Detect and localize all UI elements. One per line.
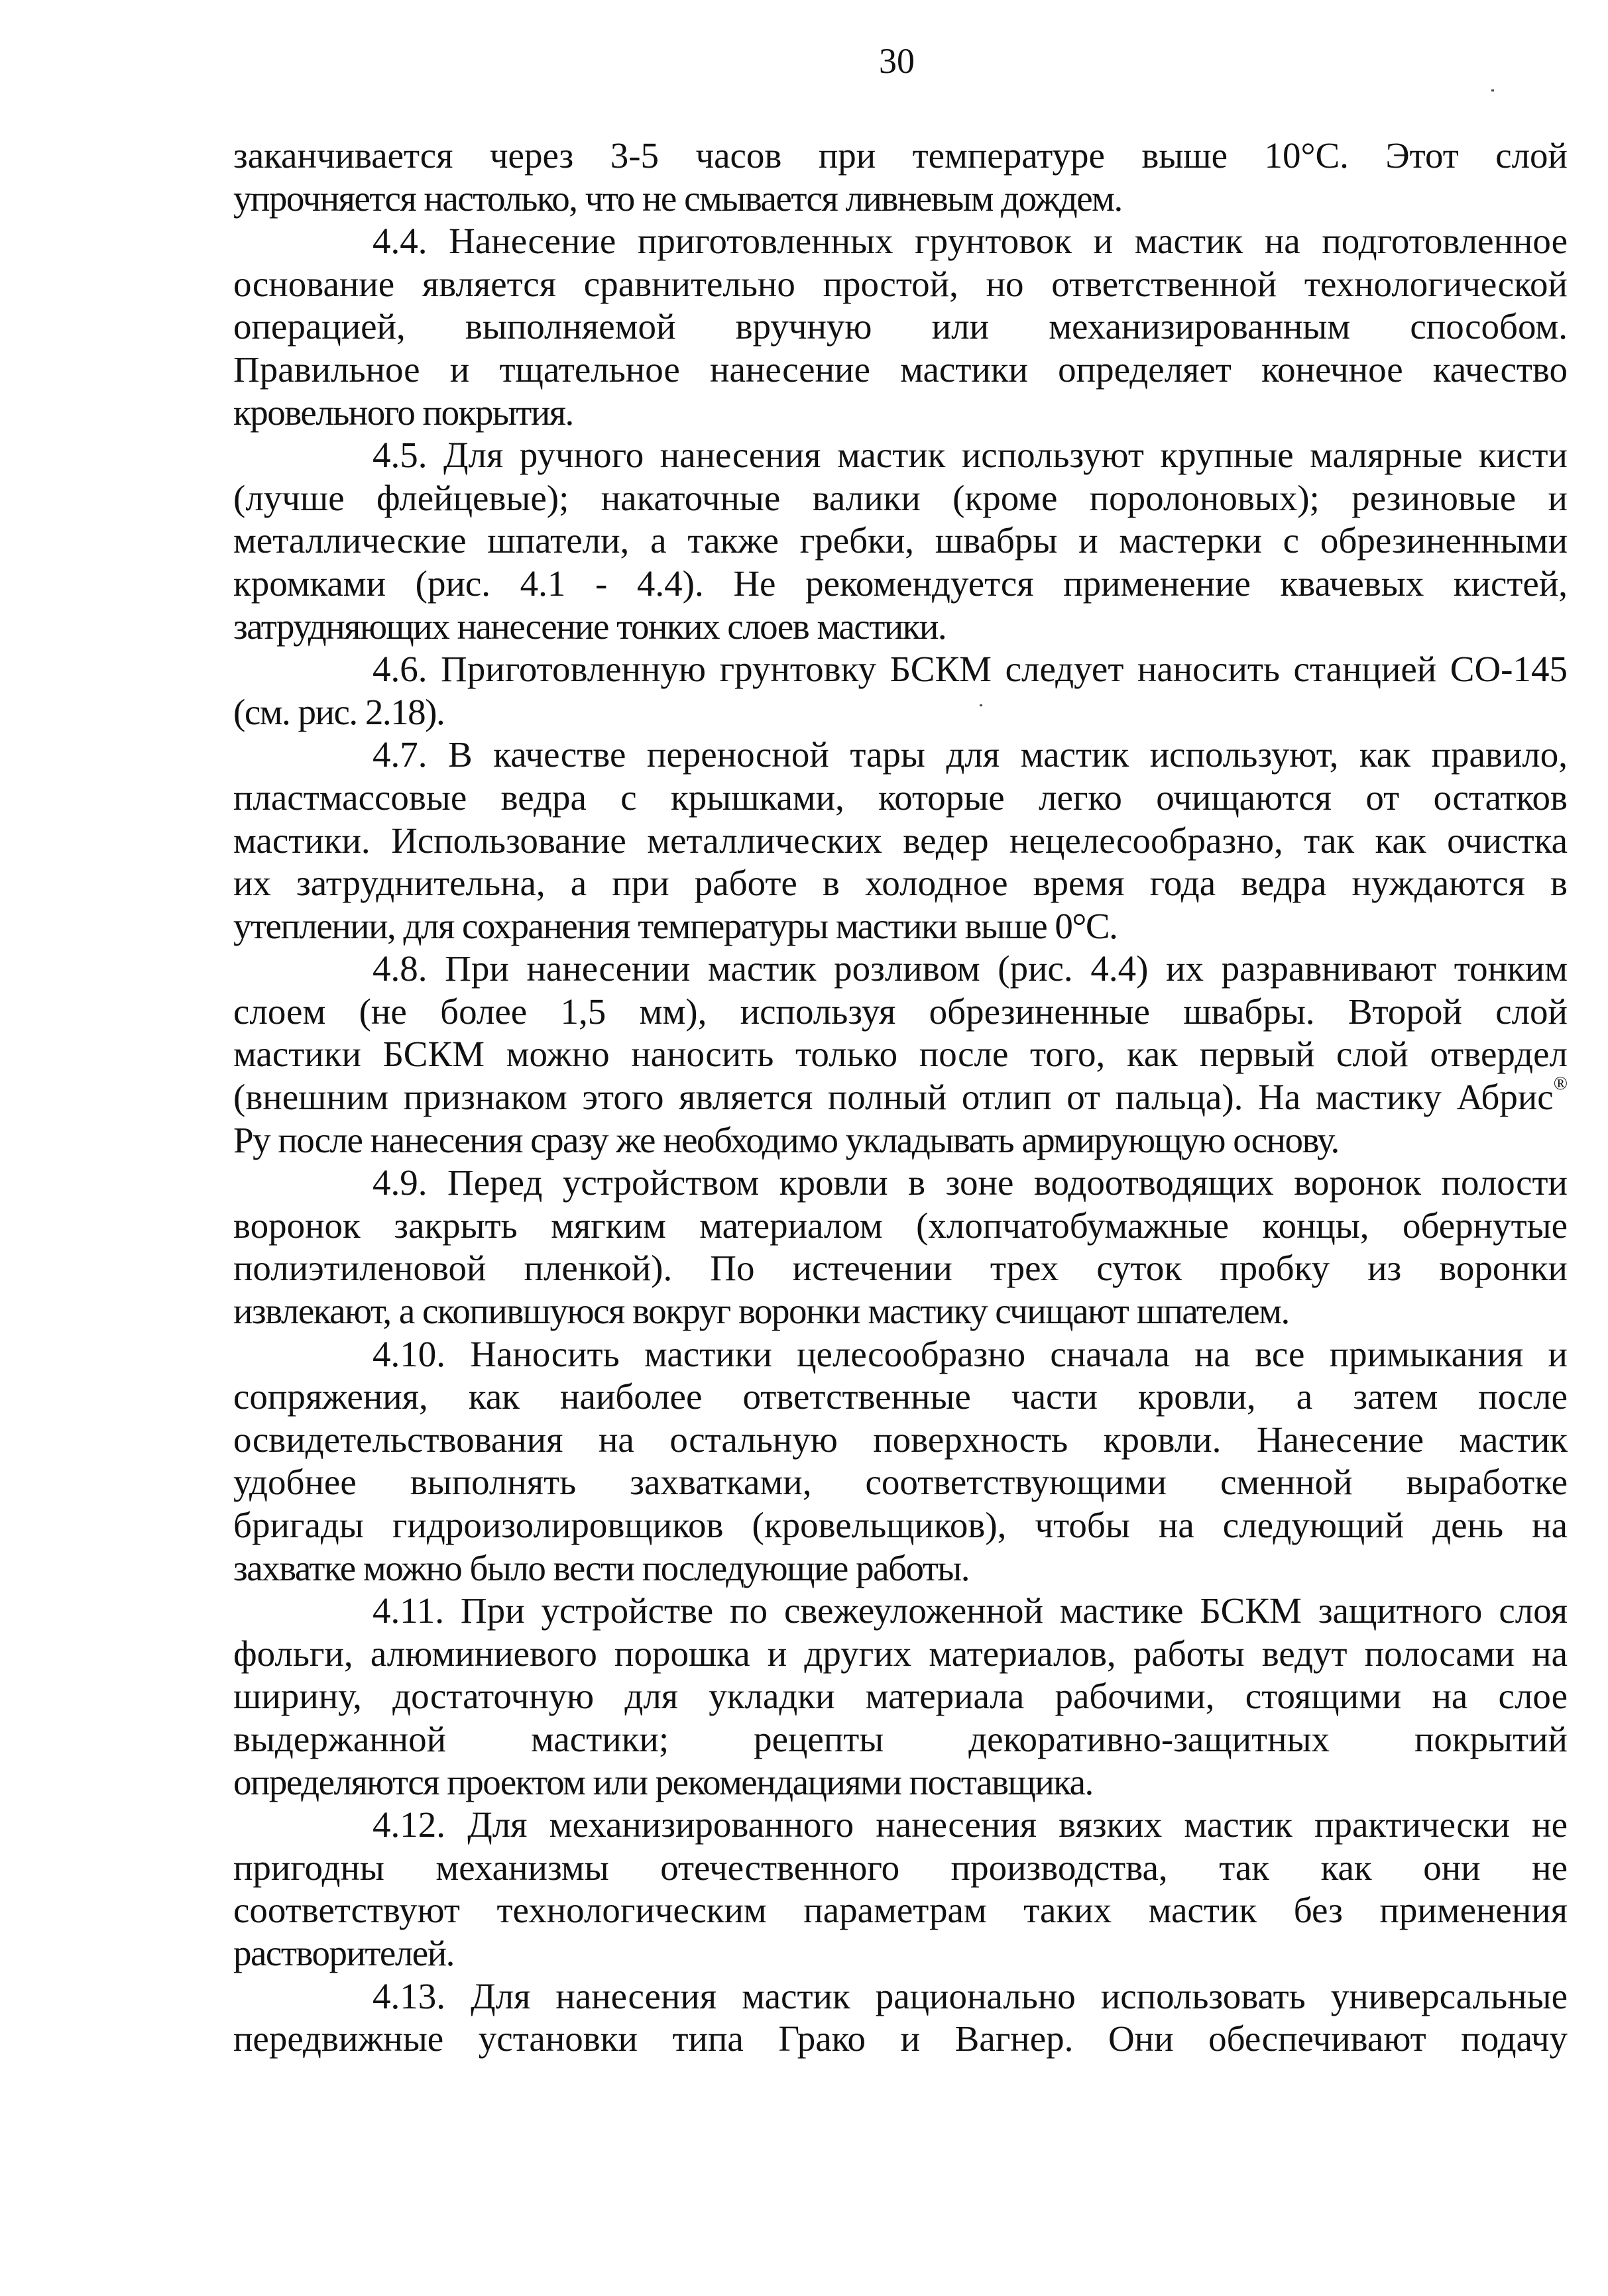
text-line — [233, 1376, 1568, 1419]
text-line-content: 4.11. При устройстве по свежеуложенной мастике БСКМ защитного слоя — [373, 1590, 1568, 1631]
text-line — [233, 519, 1568, 563]
paragraph — [233, 220, 1568, 434]
text-line — [233, 1804, 1568, 1847]
text-line-content: 4.10. Наносить мастики целесообразно сначала на все примыкания и — [373, 1333, 1568, 1374]
text-line-content: передвижные установки типа Грако и Вагнер. Они обеспечивают подачу — [233, 2018, 1568, 2059]
paragraph — [233, 1590, 1568, 1804]
text-line-content: слоем (не более 1,5 мм), используя обрезиненные швабры. Второй слой — [233, 991, 1568, 1032]
paragraph — [233, 1975, 1568, 2061]
text-line — [233, 2018, 1568, 2061]
paragraph — [233, 434, 1568, 648]
page-number: 30 — [879, 41, 915, 81]
text-line — [233, 263, 1568, 306]
text-line-content: пригодны механизмы отечественного производства, так как они не — [233, 1847, 1568, 1888]
paragraph — [233, 648, 1568, 734]
text-line-content: 4.9. Перед устройством кровли в зоне водоотводящих воронок полости — [373, 1162, 1568, 1203]
text-line — [233, 349, 1568, 392]
text-line-content: 4.13. Для нанесения мастик рационально использовать универсальные — [373, 1975, 1568, 2016]
paragraph — [233, 1333, 1568, 1590]
text-line-content: 4.12. Для механизированного нанесения вязких мастик практически не — [373, 1804, 1568, 1845]
text-line — [233, 1033, 1568, 1076]
text-line — [233, 606, 1568, 649]
text-line-content: 4.5. Для ручного нанесения мастик используют крупные малярные кисти — [373, 435, 1568, 476]
text-line-content: 4.7. В качестве переносной тары для мастик используют, как правило, — [373, 734, 1568, 775]
text-line-content: извлекают, а скопившуюся вокруг воронки мастику счищают шпателем. — [233, 1291, 1289, 1332]
text-line-content: растворителей. — [233, 1932, 454, 1973]
text-line-content: пластмассовые ведра с крышками, которые легко очищаются от остатков — [233, 777, 1568, 818]
text-line — [233, 135, 1568, 178]
text-line-content: кровельного покрытия. — [233, 392, 573, 433]
text-line-content: операцией, выполняемой вручную или механизированным способом. — [233, 306, 1568, 347]
scan-speck — [1491, 89, 1494, 91]
text-line — [233, 477, 1568, 520]
text-line — [233, 1547, 1568, 1590]
text-line — [233, 392, 1568, 435]
text-line-content: (лучше флейцевые); накаточные валики (кроме поролоновых); резиновые и — [233, 477, 1568, 518]
text-line-content: заканчивается через 3-5 часов при температуре выше 10°С. Этот слой — [233, 135, 1568, 176]
text-line-content: мастики БСКМ можно наносить только после того, как первый слой отвердел — [233, 1034, 1568, 1075]
text-line-content: ширину, достаточную для укладки материала рабочими, стоящими на слое — [233, 1676, 1568, 1717]
text-line-content: соответствуют технологическим параметрам таких мастик без применения — [233, 1890, 1568, 1931]
text-line — [233, 734, 1568, 777]
text-line-content: утеплении, для сохранения температуры мастики выше 0°С. — [233, 905, 1118, 946]
text-line — [233, 948, 1568, 991]
text-line — [233, 777, 1568, 820]
text-line-content: их затруднительна, а при работе в холодное время года ведра нуждаются в — [233, 863, 1568, 904]
text-line — [233, 862, 1568, 905]
text-line — [233, 648, 1568, 691]
text-line — [233, 563, 1568, 606]
text-line — [233, 434, 1568, 477]
text-line — [233, 1504, 1568, 1547]
paragraph — [233, 135, 1568, 220]
paragraph — [233, 734, 1568, 948]
text-line-content: воронок закрыть мягким материалом (хлопчатобумажные концы, обернутые — [233, 1205, 1568, 1246]
text-line-content: упрочняется настолько, что не смывается ливневым дождем. — [233, 178, 1122, 219]
text-line-content: полиэтиленовой пленкой). По истечении трех суток пробку из воронки — [233, 1248, 1568, 1289]
text-line-content: основание является сравнительно простой, но ответственной технологической — [233, 263, 1568, 304]
text-line — [233, 1889, 1568, 1932]
text-line-content: затрудняющих нанесение тонких слоев мастики. — [233, 606, 947, 647]
text-line — [233, 1975, 1568, 2018]
text-line — [233, 820, 1568, 863]
text-line-content: захватке можно было вести последующие работы. — [233, 1547, 970, 1588]
text-line-content: металлические шпатели, а также гребки, швабры и мастерки с обрезиненными — [233, 520, 1568, 561]
text-line — [233, 305, 1568, 349]
text-line-content: выдержанной мастики; рецепты декоративно-защитных покрытий — [233, 1718, 1568, 1759]
text-line — [233, 1675, 1568, 1718]
paragraph — [233, 1162, 1568, 1333]
text-line-content: сопряжения, как наиболее ответственные части кровли, а затем после — [233, 1376, 1568, 1417]
text-line — [233, 1333, 1568, 1376]
text-line-content: мастики. Использование металлических ведер нецелесообразно, так как очистка — [233, 820, 1568, 861]
text-line — [233, 1718, 1568, 1761]
text-line-content: 4.8. При нанесении мастик розливом (рис. 4.4) их разравнивают тонким — [373, 948, 1568, 989]
text-line — [233, 1073, 1568, 1119]
text-line-content: освидетельствования на остальную поверхность кровли. Нанесение мастик — [233, 1419, 1568, 1460]
text-line — [233, 1247, 1568, 1290]
text-line-content: кромками (рис. 4.1 - 4.4). Не рекомендуется применение квачевых кистей, — [233, 563, 1568, 604]
registered-trademark-mark: ® — [1553, 1073, 1568, 1095]
text-line — [233, 1119, 1568, 1162]
text-line — [233, 1205, 1568, 1248]
text-line-content: определяются проектом или рекомендациями поставщика. — [233, 1761, 1093, 1802]
text-line-content: фольги, алюминиевого порошка и других материалов, работы ведут полосами на — [233, 1633, 1568, 1674]
text-line — [233, 1590, 1568, 1633]
text-line — [233, 1633, 1568, 1676]
text-line — [233, 1461, 1568, 1504]
scan-speck — [980, 704, 982, 706]
text-line — [233, 1290, 1568, 1333]
text-line — [233, 1932, 1568, 1975]
text-line-content: Правильное и тщательное нанесение мастики определяет конечное качество — [233, 349, 1568, 390]
text-line-content: 4.6. Приготовленную грунтовку БСКМ следует наносить станцией СО-145 — [373, 649, 1568, 690]
body-text — [233, 135, 1568, 2061]
text-line-content: 4.4. Нанесение приготовленных грунтовок и мастик на подготовленное — [373, 221, 1568, 262]
text-line — [233, 1761, 1568, 1804]
paragraph — [233, 1804, 1568, 1975]
text-line-content: (внешним признаком этого является полный отлип от пальца). На мастику Абрис — [233, 1077, 1554, 1118]
text-line-content: удобнее выполнять захватками, соответствующими сменной выработке — [233, 1462, 1568, 1503]
text-line — [233, 905, 1568, 948]
text-line — [233, 1162, 1568, 1205]
text-line-content: (см. рис. 2.18). — [233, 691, 445, 732]
text-line — [233, 1847, 1568, 1890]
text-line — [233, 178, 1568, 221]
text-line — [233, 220, 1568, 263]
text-line — [233, 1419, 1568, 1462]
text-line-content: Ру после нанесения сразу же необходимо укладывать армирующую основу. — [233, 1119, 1339, 1160]
text-line-content: бригады гидроизолировщиков (кровельщиков), чтобы на следующий день на — [233, 1505, 1568, 1545]
paragraph — [233, 948, 1568, 1162]
text-line — [233, 991, 1568, 1034]
text-line — [233, 691, 1568, 734]
